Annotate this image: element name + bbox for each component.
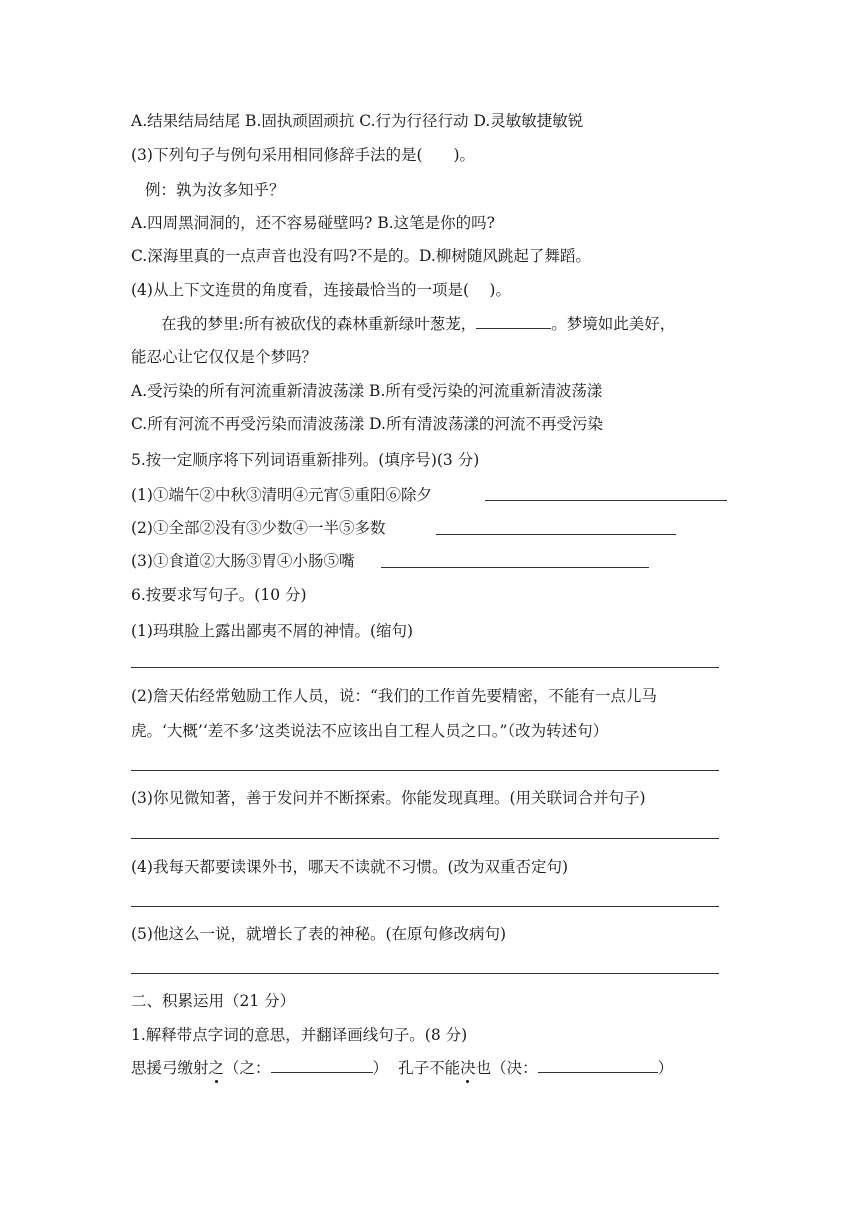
q1-a-close: ）	[372, 1059, 389, 1077]
q1-b-dotted-char: 决	[460, 1059, 476, 1077]
q4-4-passage-end: 。梦境如此美好，	[551, 315, 676, 333]
q4-3-options-cd: C.深海里真的一点声音也没有吗?不是的。D.柳树随风跳起了舞蹈。	[131, 247, 591, 265]
q4-3-options-ab: A.四周黑洞洞的，还不容易碰壁吗? B.这笔是你的吗?	[131, 214, 495, 232]
q5-item-1: (1)①端午②中秋③清明④元宵⑤重阳⑥除夕	[131, 486, 432, 504]
q6-item-2-line2: 虎。‘大概’‘差不多’这类说法不应该出自工程人员之口。”（改为转述句）	[131, 722, 609, 740]
q4-4-passage-line1	[161, 314, 675, 334]
q5-answer-line-1[interactable]	[485, 500, 727, 501]
q4-4-stem: (4)从上下文连贯的角度看，连接最恰当的一项是( )。	[131, 281, 511, 299]
q5-item-3: (3)①食道②大肠③胃④小肠⑤嘴	[131, 552, 355, 570]
q6-item-4: (4)我每天都要读课外书，哪天不读就不习惯。(改为双重否定句)	[131, 858, 569, 876]
q1-a-label: （之：	[224, 1059, 271, 1077]
q6-answer-line-1[interactable]	[131, 667, 719, 668]
q1-b-text: 孔子不能	[398, 1059, 461, 1077]
q6-answer-line-4[interactable]	[131, 906, 719, 907]
q1-b-label: 也（决：	[475, 1059, 538, 1077]
q6-answer-line-2[interactable]	[131, 770, 719, 771]
q5-answer-line-3[interactable]	[381, 567, 649, 568]
q4-4-passage-line2: 能忍心让它仅仅是个梦吗？	[131, 348, 318, 366]
q5-answer-line-2[interactable]	[436, 534, 676, 535]
q6-title: 6.按要求写句子。(10 分)	[131, 586, 307, 604]
q6-answer-line-5[interactable]	[131, 973, 719, 974]
q1-a-dotted-char: 之	[208, 1059, 225, 1077]
q4-3-stem: (3)下列句子与例句采用相同修辞手法的是( )。	[131, 146, 476, 164]
q6-item-3: (3)你见微知著，善于发问并不断探索。你能发现真理。(用关联词合并句子)	[131, 789, 646, 807]
q4-3-example: 例：孰为汝多知乎？	[145, 181, 285, 199]
q1-b-close: ）	[657, 1059, 674, 1077]
q1-b-answer-blank[interactable]	[538, 1058, 658, 1073]
q5-item-2: (2)①全部②没有③少数④一半⑤多数	[131, 519, 386, 537]
q4-3-prev-options: A.结果结局结尾 B.固执顽固顽抗 C.行为行径行动 D.灵敏敏捷敏锐	[131, 112, 584, 130]
section-2-q1-title: 1.解释带点字词的意思，并翻译画线句子。(8 分)	[131, 1026, 468, 1044]
q5-title: 5.按一定顺序将下列词语重新排列。(填序号)(3 分)	[131, 451, 480, 469]
q4-4-options-ab: A.受污染的所有河流重新清波荡漾 B.所有受污染的河流重新清波荡漾	[131, 382, 603, 400]
q4-4-options-cd: C.所有河流不再受污染而清波荡漾 D.所有清波荡漾的河流不再受污染	[131, 415, 603, 433]
section-2-heading: 二、积累运用（21 分）	[131, 992, 296, 1010]
q1-a-text: 思援弓缴射	[131, 1059, 209, 1077]
q6-item-5: (5)他这么一说，就增长了表的神秘。(在原句修改病句)	[131, 925, 507, 943]
q6-item-2-line1: (2)詹天佑经常勉励工作人员，说：“我们的工作首先要精密，不能有一点儿马	[131, 687, 657, 705]
q4-4-passage-start: 在我的梦里:所有被砍伐的森林重新绿叶葱茏，	[161, 315, 477, 333]
q6-answer-line-3[interactable]	[131, 838, 719, 839]
q1-a-answer-blank[interactable]	[271, 1058, 373, 1073]
q6-item-1: (1)玛琪脸上露出鄙夷不屑的神情。(缩句)	[131, 622, 414, 640]
section-2-q1-items	[131, 1058, 673, 1078]
q4-4-blank[interactable]	[476, 314, 551, 329]
